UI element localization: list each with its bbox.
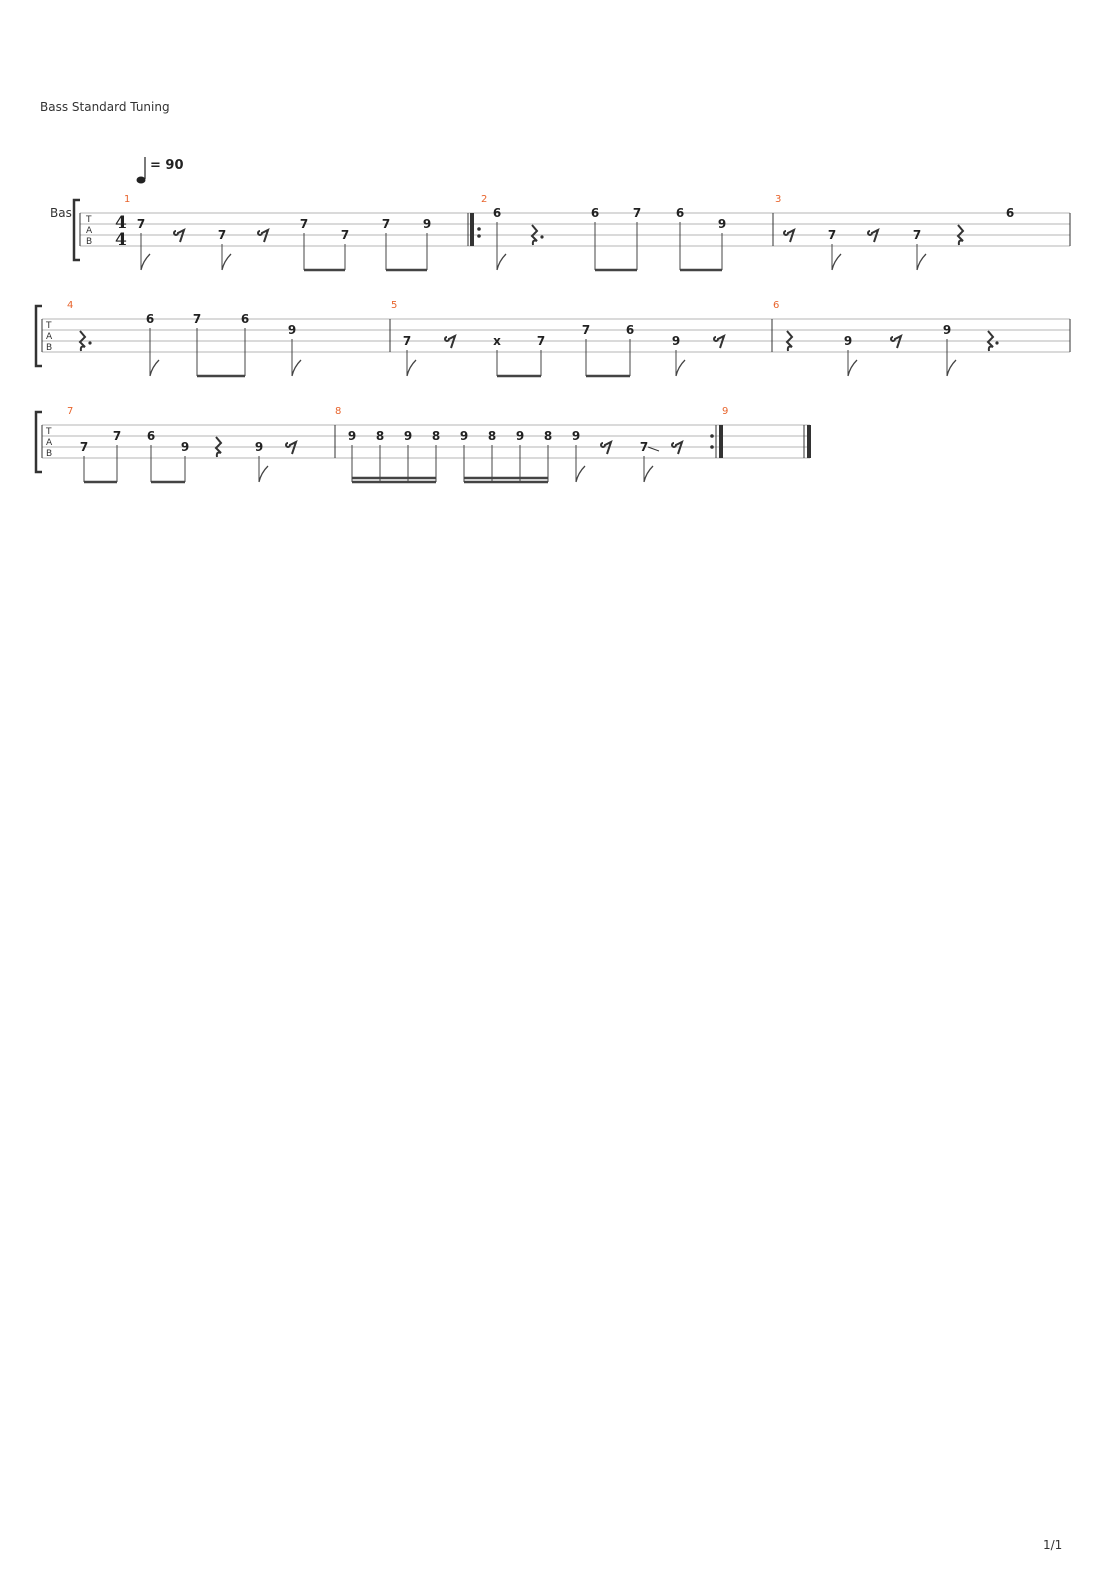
fret-number: 7 — [912, 228, 922, 242]
eighth-rest-icon — [286, 442, 296, 454]
fret-number: 7 — [136, 217, 146, 231]
fret-number: 9 — [671, 334, 681, 348]
note-flag — [848, 360, 857, 376]
barlines — [42, 213, 1070, 458]
eighth-rest-icon — [714, 336, 724, 348]
fret-number: 7 — [827, 228, 837, 242]
tempo-value: = 90 — [150, 158, 184, 173]
fret-number: 7 — [112, 429, 122, 443]
svg-text:A: A — [46, 332, 53, 342]
svg-text:4: 4 — [115, 213, 127, 233]
fret-number: 8 — [375, 429, 385, 443]
page-number: 1/1 — [1043, 1538, 1063, 1552]
fret-number: 9 — [347, 429, 357, 443]
note-flag — [150, 360, 159, 376]
fret-number: 9 — [515, 429, 525, 443]
track-label: Bas — [50, 206, 72, 220]
tab-clef-2 — [45, 321, 53, 353]
fret-number: 9 — [180, 440, 190, 454]
svg-text:B: B — [46, 343, 53, 353]
note-flag — [676, 360, 685, 376]
system-2-bracket — [36, 306, 42, 366]
fret-number: 6 — [146, 429, 156, 443]
svg-text:9: 9 — [722, 406, 729, 417]
time-signature — [115, 213, 127, 250]
system-brackets — [36, 200, 80, 472]
fret-number: 9 — [717, 217, 727, 231]
eighth-rest-icon — [891, 336, 901, 348]
svg-text:3: 3 — [775, 194, 782, 205]
fret-number: 7 — [217, 228, 227, 242]
note-flag — [292, 360, 301, 376]
fret-number: 7 — [340, 228, 350, 242]
fret-number: 8 — [543, 429, 553, 443]
eighth-rest-icon — [445, 336, 455, 348]
fret-number: x — [493, 334, 501, 348]
fret-number: 7 — [192, 312, 202, 326]
eighth-rest-icon — [174, 230, 184, 242]
svg-text:5: 5 — [391, 300, 398, 311]
svg-text:T: T — [46, 321, 52, 331]
fret-number: 6 — [492, 206, 502, 220]
note-flag — [917, 254, 926, 270]
eighth-rest-icon — [784, 230, 794, 242]
note-flag — [222, 254, 231, 270]
fret-number: 7 — [299, 217, 309, 231]
fret-number: 9 — [422, 217, 432, 231]
dot-icon — [995, 341, 998, 344]
svg-text:8: 8 — [335, 406, 342, 417]
fret-number: 7 — [402, 334, 412, 348]
fret-number: 6 — [625, 323, 635, 337]
quarter-note-icon — [137, 177, 146, 184]
note-flag — [644, 466, 653, 482]
svg-text:A: A — [46, 438, 53, 448]
note-flag — [141, 254, 150, 270]
tempo-marking — [137, 157, 184, 184]
fret-number: 9 — [287, 323, 297, 337]
fret-number: 9 — [571, 429, 581, 443]
tab-clef-1 — [85, 215, 93, 247]
note-flag — [947, 360, 956, 376]
note-flag — [576, 466, 585, 482]
fret-number: 6 — [240, 312, 250, 326]
svg-text:4: 4 — [115, 230, 127, 250]
fret-number: 7 — [632, 206, 642, 220]
tab-clef-3 — [45, 427, 53, 459]
note-flag — [497, 254, 506, 270]
fret-number: 8 — [431, 429, 441, 443]
eighth-rest-icon — [672, 442, 682, 454]
dot-icon — [88, 341, 91, 344]
svg-text:B: B — [86, 237, 93, 247]
note-flag — [407, 360, 416, 376]
fret-number: 7 — [639, 440, 649, 454]
fret-number: 7 — [536, 334, 546, 348]
fret-number: 9 — [843, 334, 853, 348]
fret-number: 6 — [590, 206, 600, 220]
note-flag — [832, 254, 841, 270]
fret-number: 6 — [1005, 206, 1015, 220]
fret-number: 6 — [145, 312, 155, 326]
fret-number: 9 — [403, 429, 413, 443]
svg-text:B: B — [46, 449, 53, 459]
eighth-rest-icon — [258, 230, 268, 242]
system-1-bracket — [74, 200, 80, 260]
fret-number: 6 — [675, 206, 685, 220]
slide-line — [648, 447, 659, 451]
svg-text:6: 6 — [773, 300, 780, 311]
svg-text:4: 4 — [67, 300, 74, 311]
system-3-bracket — [36, 412, 42, 472]
fret-number: 7 — [79, 440, 89, 454]
eighth-rest-icon — [868, 230, 878, 242]
svg-text:T: T — [46, 427, 52, 437]
dot-icon — [540, 235, 543, 238]
note-flag — [259, 466, 268, 482]
svg-text:A: A — [86, 226, 93, 236]
svg-text:7: 7 — [67, 406, 74, 417]
fret-number: 9 — [942, 323, 952, 337]
eighth-rest-icon — [601, 442, 611, 454]
fret-number: 7 — [381, 217, 391, 231]
svg-text:T: T — [86, 215, 92, 225]
fret-number: 9 — [459, 429, 469, 443]
fret-number: 8 — [487, 429, 497, 443]
fret-number: 7 — [581, 323, 591, 337]
svg-text:2: 2 — [481, 194, 488, 205]
staff-lines — [42, 213, 1070, 458]
tuning-label: Bass Standard Tuning — [40, 100, 170, 114]
fret-number: 9 — [254, 440, 264, 454]
svg-text:1: 1 — [124, 194, 131, 205]
